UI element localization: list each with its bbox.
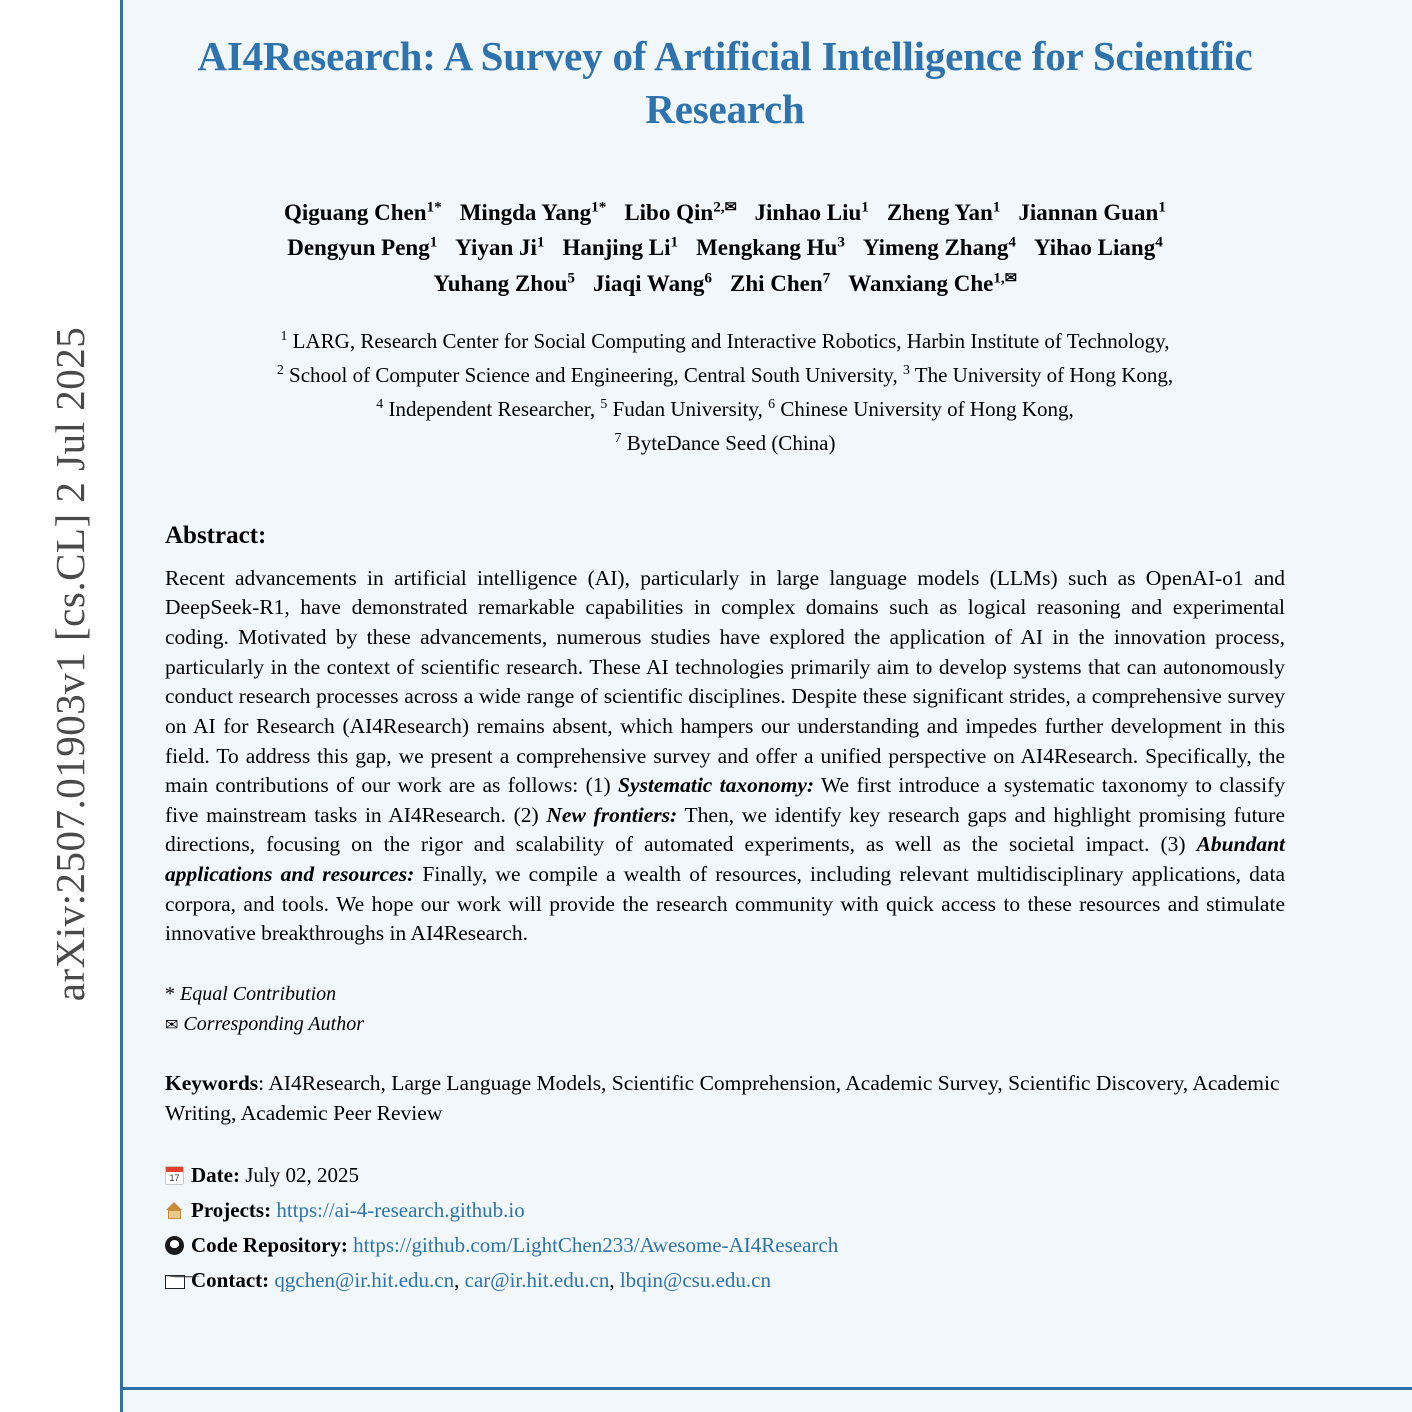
asterisk-icon: * [165,983,175,1006]
author: Jiannan Guan$^1$ [1018,197,1166,225]
author-affiliation-marker: 1* [426,197,442,215]
projects-row [165,1193,1285,1228]
abstract-heading: Abstract: [165,521,267,549]
author: Yuhang Zhou$^5$ [433,269,575,296]
author-affiliation-marker: 7 [822,269,831,287]
author-notes [165,979,1285,1039]
author-affiliation-marker: 5 [567,269,575,287]
house-icon [165,1197,191,1228]
author: Zhi Chen$^7$ [729,269,831,296]
date-label: Date: [191,1163,240,1188]
envelope-icon: ✉ [165,1017,179,1035]
author-row-1 [165,195,1285,231]
date-row [165,1158,1285,1193]
keywords [165,1069,1285,1128]
date-value: July 02, 2025 [245,1163,359,1188]
corresponding-author-note: ✉ Corresponding Author [165,1013,364,1036]
calendar-icon [165,1162,191,1193]
projects-label: Projects: [191,1198,272,1223]
author-affiliation-marker: 1 [1158,197,1166,215]
author-affiliation-marker: 4 [1008,233,1016,251]
author: Dengyun Peng$^1$ [287,233,438,261]
author: Mengkang Hu$^3$ [696,233,845,261]
contact-email-1[interactable]: qgchen@ir.hit.edu.cn [274,1267,455,1292]
affiliation-1: $^1$ LARG, Research Center for Social Computing and Interactive Robotics, Harbin Institute of Technology, [280,327,1170,353]
contact-email-2[interactable]: car@ir.hit.edu.cn [464,1267,610,1292]
author-affiliation-marker: 3 [837,233,845,251]
arxiv-stamp-text: arXiv:2507.01903v1 [cs.CL] 2 Jul 2025 [47,326,93,1002]
affiliation-2: $^2$ School of Computer Science and Engineering, Central South University, $^3$ The University of Hong Kong, [276,361,1174,387]
contact-label: Contact: [191,1267,270,1292]
keywords-value: : AI4Research, Large Language Models, Scientific Comprehension, Academic Survey, Scientific Discovery, Academic Writing, Academic Peer Review [165,1071,1280,1125]
envelope-icon: ✉ [724,198,737,215]
author-affiliation-marker: 1* [591,197,607,215]
author: Libo Qin$^{2,✉}$ [624,197,737,225]
separator: , [609,1267,620,1292]
author-affiliation-marker: 1 [670,233,679,251]
paper-content [165,0,1285,1297]
author-row-3 [165,266,1285,302]
author: Hanjing Li$^1$ [562,233,679,261]
affiliation-3: $^4$ Independent Researcher, $^5$ Fudan University, $^6$ Chinese University of Hong Kong, [376,395,1074,421]
keywords-label: Keywords [165,1071,259,1096]
author-affiliation-marker: 1, [993,269,1005,287]
author: Yimeng Zhang$^4$ [862,233,1016,261]
contact-email-3[interactable]: lbqin@csu.edu.cn [619,1267,771,1292]
github-icon [165,1232,191,1263]
author-affiliation-marker: 2, [713,197,725,215]
abstract-body: Recent advancements in artificial intelligence (AI), particularly in large language models (LLMs) such as OpenAI-o1 and DeepSeek-R1, have demonstrated remarkable capabilities in complex domains such as logical reasoning and experimental coding. Motivated by these advancements, numerous studies have explored the application of AI in the innovation process, particularly in the context of scientific research. These AI technologies primarily aim to develop systems that can autonomously conduct research processes across a wide range of scientific disciplines. Despite these significant strides, a comprehensive survey on AI for Research (AI4Research) remains absent, which hampers our understanding and impedes further development in this field. To address this gap, we present a comprehensive survey and offer a unified perspective on AI4Research. Specifically, the main contributions of our work are as follows: (1) Systematic taxonomy: We first introduce a systematic taxonomy to classify five mainstream tasks in AI4Research. (2) New frontiers: Then, we identify key research gaps and highlight promising future directions, focusing on the rigor and scalability of automated experiments, as well as the societal impact. (3) Abundant applications and resources: Finally, we compile a wealth of resources, including relevant multidisciplinary applications, data corpora, and tools. We hope our work will provide the research community with quick access to these resources and stimulate innovative breakthroughs in AI4Research. [165,565,1286,946]
code-repository-row [165,1228,1285,1263]
project-link[interactable]: https://ai-4-research.github.io [276,1198,525,1223]
mail-icon [165,1267,191,1298]
author-affiliation-marker: 1 [992,197,1001,215]
separator: , [454,1267,465,1292]
author-row-2 [165,230,1285,266]
abstract-emphasis-1: Systematic taxonomy: [617,773,815,798]
envelope-icon: ✉ [1004,270,1017,287]
arxiv-stamp [0,0,120,1412]
abstract-emphasis-2: New frontiers: [546,802,678,827]
author-list [165,195,1285,302]
paper-panel [120,0,1412,1412]
author: Jiaqi Wang$^6$ [592,269,712,296]
equal-contribution-note: * Equal Contribution [165,983,337,1006]
author: Zheng Yan$^1$ [886,197,1001,225]
code-repository-link[interactable]: https://github.com/LightChen233/Awesome-AI4Research [353,1232,839,1257]
affiliation-4: $^7$ ByteDance Seed (China) [614,429,836,455]
meta-links [165,1158,1285,1297]
author-affiliation-marker: 4 [1155,233,1163,251]
code-repository-label: Code Repository: [191,1232,348,1257]
author-affiliation-marker: 6 [704,269,712,287]
author: Qiguang Chen$^{1*}$ [284,197,442,225]
affiliation-list [165,324,1285,460]
author: Wanxiang Che$^{1,✉}$ [848,269,1017,296]
abstract-emphasis-3: Abundant applications and resources: [165,832,1285,887]
page-title: AI4Research: A Survey of Artificial Intelligence for Scientific Research [197,33,1253,133]
contact-row [165,1263,1285,1298]
author: Jinhao Liu$^1$ [754,197,869,225]
author-affiliation-marker: 1 [861,197,869,215]
author-affiliation-marker: 1 [429,233,438,251]
author: Yihao Liang$^4$ [1033,233,1163,261]
author: Mingda Yang$^{1*}$ [459,197,607,225]
author: Yiyan Ji$^1$ [455,233,545,261]
author-affiliation-marker: 1 [536,233,545,251]
